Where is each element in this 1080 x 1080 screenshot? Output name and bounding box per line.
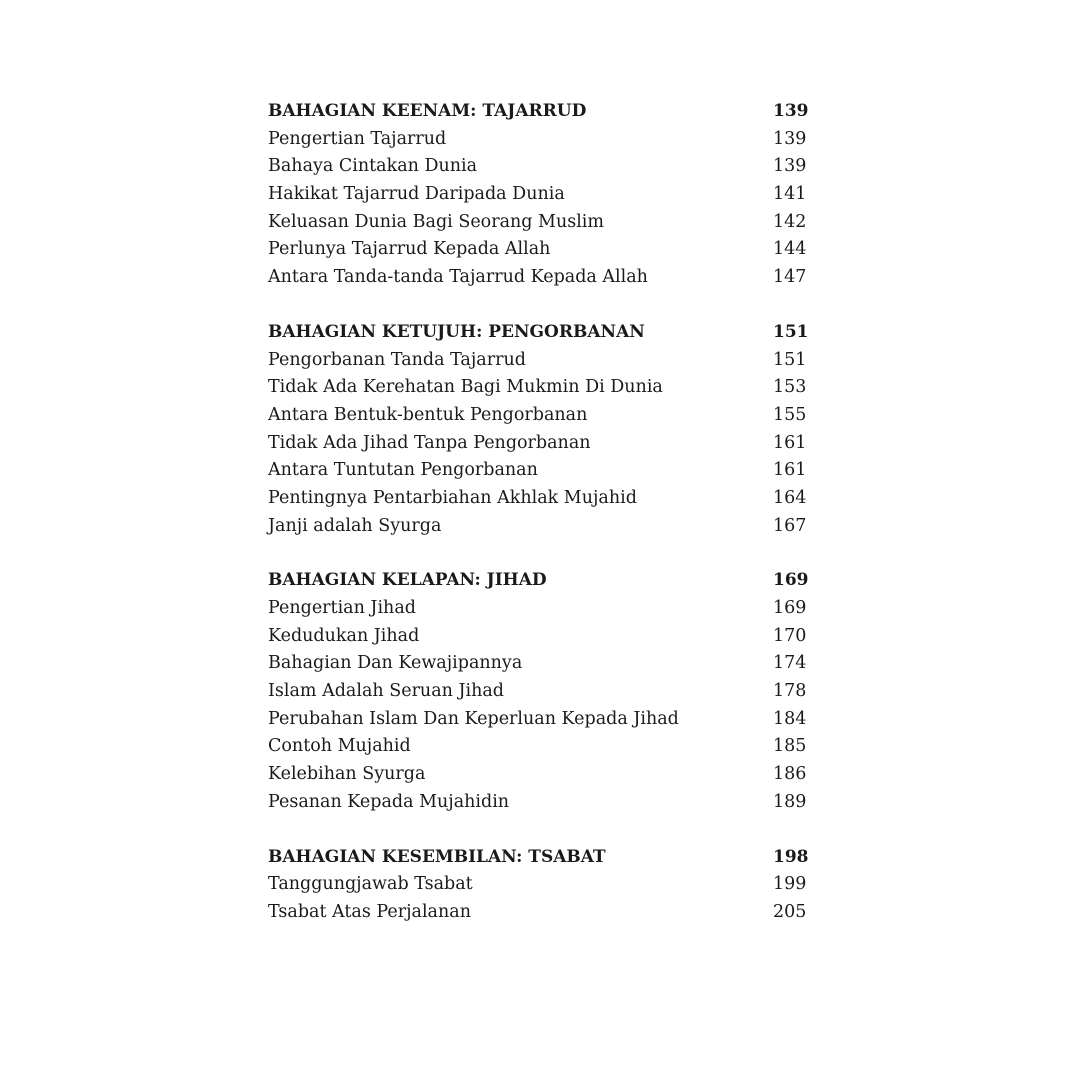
toc-entry — [268, 457, 813, 485]
toc-entry-page: 189 — [773, 791, 807, 812]
toc-entry — [268, 623, 813, 651]
table-of-contents — [268, 98, 813, 954]
toc-entry-page: 141 — [773, 184, 807, 205]
toc-entry-page: 170 — [773, 625, 807, 646]
toc-entry-page: 184 — [773, 708, 807, 729]
toc-entry-title: Bahaya Cintakan Dunia — [268, 156, 478, 177]
toc-entry — [268, 650, 813, 678]
toc-entry-page: 174 — [773, 653, 807, 674]
toc-entry-title: Pengorbanan Tanda Tajarrud — [268, 349, 526, 370]
toc-section-ketujuh — [268, 319, 813, 541]
toc-heading-page: 151 — [773, 321, 809, 342]
toc-entry — [268, 678, 813, 706]
toc-entry — [268, 871, 813, 899]
toc-entry-title: Perubahan Islam Dan Keperluan Kepada Jihad — [268, 708, 679, 729]
toc-entry-title: Hakikat Tajarrud Daripada Dunia — [268, 184, 565, 205]
toc-entry-title: Bahagian Dan Kewajipannya — [268, 653, 523, 674]
toc-heading-title: BAHAGIAN KETUJUH: PENGORBANAN — [268, 321, 645, 342]
toc-entry-title: Janji adalah Syurga — [268, 515, 442, 536]
toc-heading-title: BAHAGIAN KELAPAN: JIHAD — [268, 570, 547, 591]
toc-entry-page: 155 — [773, 404, 807, 425]
toc-entry-title: Antara Bentuk-bentuk Pengorbanan — [268, 404, 588, 425]
toc-entry-title: Tidak Ada Kerehatan Bagi Mukmin Di Dunia — [268, 377, 663, 398]
toc-entry-title: Contoh Mujahid — [268, 736, 411, 757]
toc-entry-page: 144 — [773, 239, 807, 260]
toc-heading-page: 169 — [773, 570, 809, 591]
toc-entry — [268, 789, 813, 817]
toc-entry-page: 161 — [773, 460, 807, 481]
toc-entry-page: 139 — [773, 128, 807, 149]
toc-entry — [268, 733, 813, 761]
toc-heading-title: BAHAGIAN KEENAM: TAJARRUD — [268, 101, 587, 121]
toc-entry-title: Tsabat Atas Perjalanan — [268, 901, 471, 922]
toc-entry-title: Pengertian Tajarrud — [268, 128, 447, 149]
toc-entry — [268, 209, 813, 237]
toc-entry-page: 205 — [773, 901, 807, 922]
toc-section-heading — [268, 567, 813, 595]
toc-heading-page: 139 — [773, 101, 809, 121]
toc-section-kesembilan — [268, 844, 813, 927]
toc-entry-page: 142 — [773, 211, 807, 232]
toc-entry-title: Perlunya Tajarrud Kepada Allah — [268, 239, 551, 260]
toc-entry-page: 178 — [773, 681, 807, 702]
toc-entry-page: 169 — [773, 598, 807, 618]
toc-entry-title: Pesanan Kepada Mujahidin — [268, 791, 510, 812]
toc-entry — [268, 264, 813, 292]
toc-entry — [268, 181, 813, 209]
toc-entry-page: 161 — [773, 432, 807, 453]
toc-entry-title: Pentingnya Pentarbiahan Akhlak Mujahid — [268, 487, 637, 508]
toc-entry-title: Kedudukan Jihad — [268, 625, 420, 646]
toc-entry-title: Antara Tuntutan Pengorbanan — [268, 460, 538, 481]
toc-entry — [268, 761, 813, 789]
toc-entry — [268, 153, 813, 181]
toc-entry-title: Tanggungjawab Tsabat — [268, 874, 473, 895]
toc-entry-title: Antara Tanda-tanda Tajarrud Kepada Allah — [268, 267, 648, 288]
toc-entry-page: 147 — [773, 267, 807, 288]
toc-entry-title: Pengertian Jihad — [268, 598, 416, 618]
toc-section-heading — [268, 844, 813, 872]
toc-section-kelapan — [268, 567, 813, 816]
toc-entry — [268, 513, 813, 541]
toc-entry-title: Tidak Ada Jihad Tanpa Pengorbanan — [268, 432, 591, 453]
toc-heading-page: 198 — [773, 846, 809, 867]
toc-entry-page: 164 — [773, 487, 807, 508]
toc-entry-title: Keluasan Dunia Bagi Seorang Muslim — [268, 211, 605, 232]
toc-entry — [268, 236, 813, 264]
toc-entry-page: 151 — [773, 349, 807, 370]
toc-entry-page: 185 — [773, 736, 807, 757]
toc-section-keenam — [268, 98, 813, 292]
toc-entry-page: 167 — [773, 515, 807, 536]
toc-entry — [268, 402, 813, 430]
toc-entry-title: Kelebihan Syurga — [268, 764, 426, 785]
toc-section-heading — [268, 98, 813, 126]
toc-heading-title: BAHAGIAN KESEMBILAN: TSABAT — [268, 846, 606, 867]
toc-entry — [268, 706, 813, 734]
toc-entry-page: 153 — [773, 377, 807, 398]
toc-entry — [268, 899, 813, 927]
toc-entry-page: 186 — [773, 764, 807, 785]
toc-section-heading — [268, 319, 813, 347]
toc-entry-title: Islam Adalah Seruan Jihad — [268, 681, 504, 702]
toc-entry — [268, 374, 813, 402]
toc-entry — [268, 595, 813, 623]
toc-entry — [268, 126, 813, 154]
toc-entry — [268, 485, 813, 513]
toc-entry — [268, 347, 813, 375]
toc-entry-page: 199 — [773, 874, 807, 895]
toc-entry — [268, 430, 813, 458]
toc-entry-page: 139 — [773, 156, 807, 177]
